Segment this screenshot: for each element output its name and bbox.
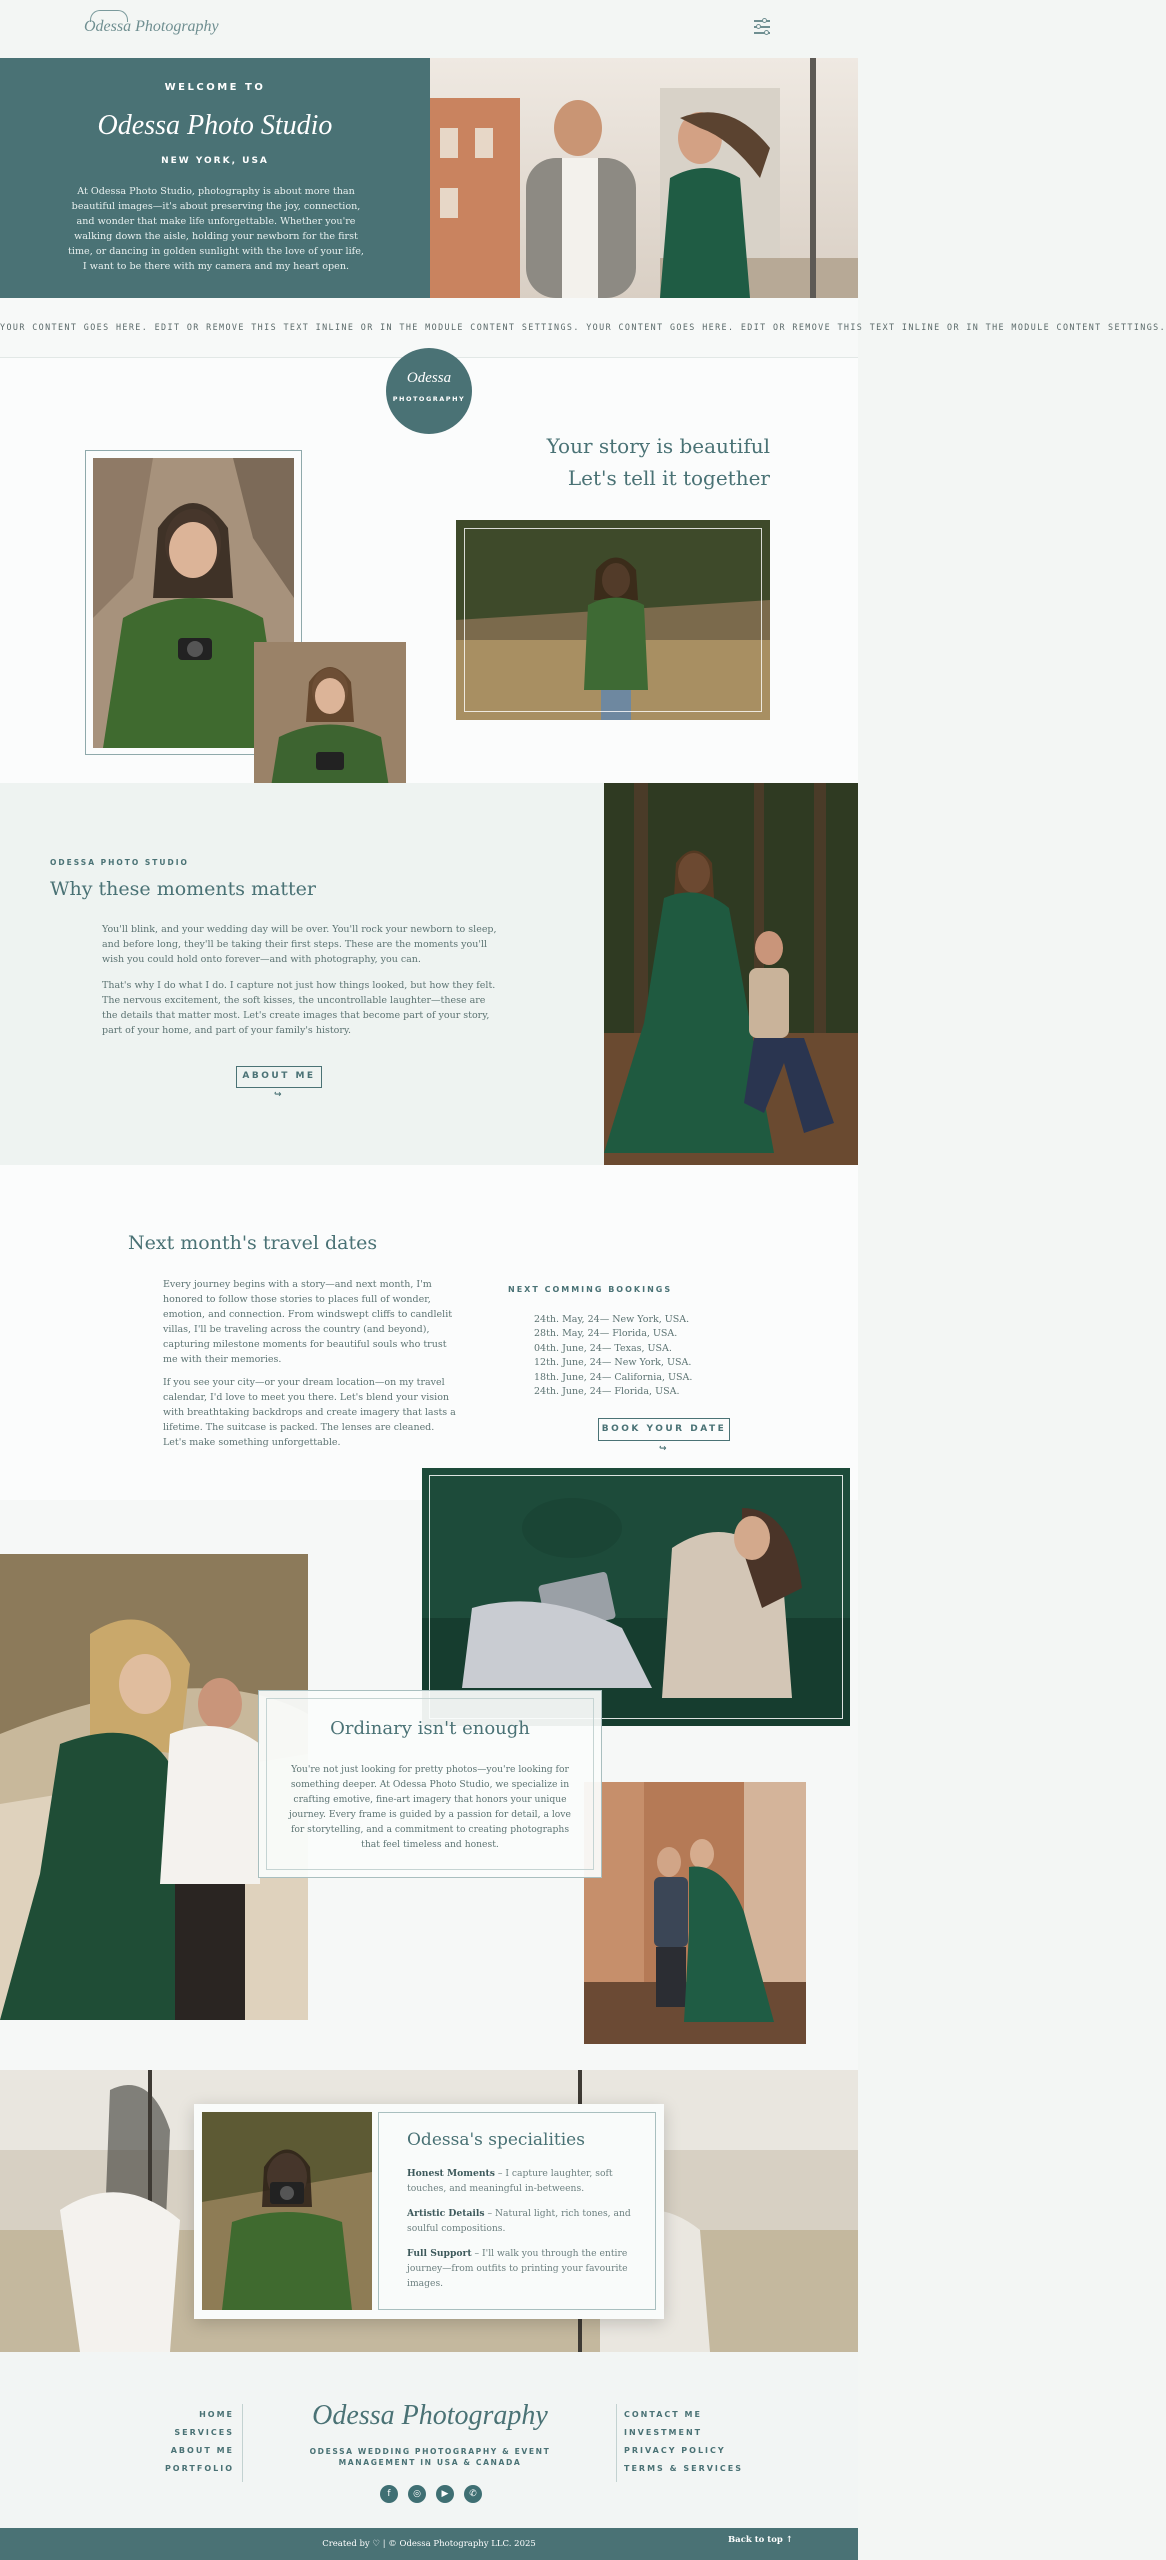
ticker-text: YOUR CONTENT GOES HERE. EDIT OR REMOVE THIS TEXT INLINE OR IN THE MODULE CONTENT SETTINGS. YOUR CONTENT GOES HERE. EDIT OR REMOVE THIS TEXT INLINE OR IN THE MODULE CONTENT SETTINGS. xyxy=(0,322,1166,332)
footer-link-home[interactable]: HOME xyxy=(199,2410,234,2419)
footer-link-about-me[interactable]: ABOUT ME xyxy=(170,2446,234,2455)
moments-heading: Why these moments matter xyxy=(50,878,317,900)
menu-button[interactable] xyxy=(750,16,774,38)
forest-portrait-photo xyxy=(456,520,770,720)
copyright-text: Created by ♡ | © Odessa Photography LLC. 2025 xyxy=(322,2539,536,2549)
instagram-icon[interactable]: ◎ xyxy=(408,2485,426,2503)
photo-inner-frame xyxy=(464,528,762,712)
back-to-top-link[interactable]: Back to top ↑ xyxy=(728,2535,793,2545)
footer-link-terms[interactable]: TERMS & SERVICES xyxy=(624,2464,744,2473)
badge-name: Odessa xyxy=(406,370,452,386)
booking-item: 18th. June, 24— California, USA. xyxy=(534,1371,693,1383)
youtube-icon[interactable]: ▶ xyxy=(436,2485,454,2503)
speciality-item xyxy=(407,2206,637,2236)
bookings-heading: NEXT COMMING BOOKINGS xyxy=(508,1285,673,1294)
footer-subtitle: ODESSA WEDDING PHOTOGRAPHY & EVENT MANAGEMENT IN USA & CANADA xyxy=(309,2447,551,2467)
speciality-text: – I capture laughter, soft touches, and meaningful in-betweens. xyxy=(407,2168,613,2194)
site-footer xyxy=(0,2352,858,2528)
footer-link-privacy-policy[interactable]: PRIVACY POLICY xyxy=(624,2446,726,2455)
moments-paragraph-1: You'll blink, and your wedding day will be over. You'll rock your newborn to sleep, and before long, they'll be taking their first steps. These are the moments you'll wish you could hold onto forever—and with photography, you can. xyxy=(102,924,497,965)
specialities-photo xyxy=(202,2112,372,2310)
ordinary-heading: Ordinary isn't enough xyxy=(330,1718,530,1739)
travel-paragraph-2: If you see your city—or your dream location—on my travel calendar, I'd love to meet you there. Let's blend your vision with breathtaking backdrops and create imagery that lasts a lifetime. The suitcase is packed. The lenses are cleaned. Let's make something unforgettable. xyxy=(163,1377,456,1448)
speciality-text: – I'll walk you through the entire journey—from outfits to printing your favourite images. xyxy=(407,2248,628,2289)
travel-paragraph-1: Every journey begins with a story—and next month, I'm honored to follow those stories to places full of wonder, emotion, and connection. From windswept cliffs to candlelit villas, I'll be traveling across the country (and beyond), capturing milestone moments for beautiful souls who trust me with their memories. xyxy=(163,1279,453,1365)
moments-paragraph-2: That's why I do what I do. I capture not just how things looked, but how they felt. The nervous excitement, the soft kisses, the uncontrollable laughter—these are the details that matter most. Let's create images that become part of your story, part of your home, and part of your family's history. xyxy=(102,980,496,1036)
footer-link-investment[interactable]: INVESTMENT xyxy=(624,2428,703,2437)
specialities-heading: Odessa's specialities xyxy=(407,2130,585,2150)
speciality-title: Artistic Details xyxy=(407,2208,485,2219)
footer-divider xyxy=(616,2404,617,2482)
hero-couple-photo xyxy=(430,58,858,298)
studio-badge xyxy=(386,348,472,434)
story-heading-line1: Your story is beautiful xyxy=(546,434,770,458)
footer-link-portfolio[interactable]: PORTFOLIO xyxy=(164,2464,234,2473)
hero-text: At Odessa Photo Studio, photography is about more than beautiful images—it's about preserving the joy, connection, and wonder that make life unforgettable. Whether you're walking down the aisle, holding your newborn for the first time, or dancing in golden sunlight with the love of your life, I want to be there with my camera and my heart open. xyxy=(68,186,364,272)
couple-forest-photo xyxy=(604,783,858,1165)
footer-title: Odessa Photography xyxy=(312,2400,548,2431)
booking-item: 24th. May, 24— New York, USA. xyxy=(534,1314,690,1325)
footer-link-contact-me[interactable]: CONTACT ME xyxy=(624,2410,702,2419)
book-your-date-button[interactable] xyxy=(598,1418,730,1454)
facebook-icon[interactable]: f xyxy=(380,2485,398,2503)
moments-eyebrow: ODESSA PHOTO STUDIO xyxy=(50,858,189,867)
speciality-title: Full Support xyxy=(407,2248,472,2259)
travel-heading: Next month's travel dates xyxy=(128,1232,378,1254)
woman-laptop-photo xyxy=(422,1468,850,1726)
logo-text: Odessa Photography xyxy=(84,18,219,35)
footer-divider xyxy=(242,2404,243,2482)
speciality-item xyxy=(407,2246,637,2291)
photo-inner-frame xyxy=(429,1475,843,1719)
story-heading xyxy=(430,430,770,494)
booking-item: 24th. June, 24— Florida, USA. xyxy=(534,1386,680,1398)
footer-link-services[interactable]: SERVICES xyxy=(174,2428,234,2437)
hero-title: Odessa Photo Studio xyxy=(97,110,333,141)
sliders-icon xyxy=(762,18,767,23)
whatsapp-icon[interactable]: ✆ xyxy=(464,2485,482,2503)
hero-welcome: WELCOME TO xyxy=(164,82,266,93)
logo[interactable] xyxy=(84,8,219,48)
book-your-date-label: BOOK YOUR DATE xyxy=(601,1424,727,1434)
speciality-text: – Natural light, rich tones, and soulful compositions. xyxy=(407,2208,631,2234)
booking-item: 28th. May, 24— Florida, USA. xyxy=(534,1328,678,1340)
about-me-label: ABOUT ME xyxy=(242,1071,316,1081)
speciality-title: Honest Moments xyxy=(407,2168,495,2179)
share-arrow-icon: ↪ xyxy=(658,1444,670,1454)
moments-section xyxy=(0,783,604,1165)
bookings-list xyxy=(534,1313,692,1399)
about-me-button[interactable] xyxy=(236,1066,322,1100)
couple-tent-photo xyxy=(584,1782,806,2044)
share-arrow-icon: ↪ xyxy=(273,1090,285,1100)
hero-location: NEW YORK, USA xyxy=(161,156,269,166)
speciality-item xyxy=(407,2166,637,2196)
ordinary-text: You're not just looking for pretty photos—you're looking for something deeper. At Odessa Photo Studio, we specialize in crafting emotive, fine-art imagery that honors your unique journey. Every frame is guided by a passion for detail, a love for storytelling, and a commitment to creating photographs that feel timeless and honest. xyxy=(289,1764,571,1850)
badge-subtitle: PHOTOGRAPHY xyxy=(392,395,466,403)
booking-item: 04th. June, 24— Texas, USA. xyxy=(534,1342,672,1354)
story-heading-line2: Let's tell it together xyxy=(567,466,770,490)
booking-item: 12th. June, 24— New York, USA. xyxy=(534,1357,692,1369)
